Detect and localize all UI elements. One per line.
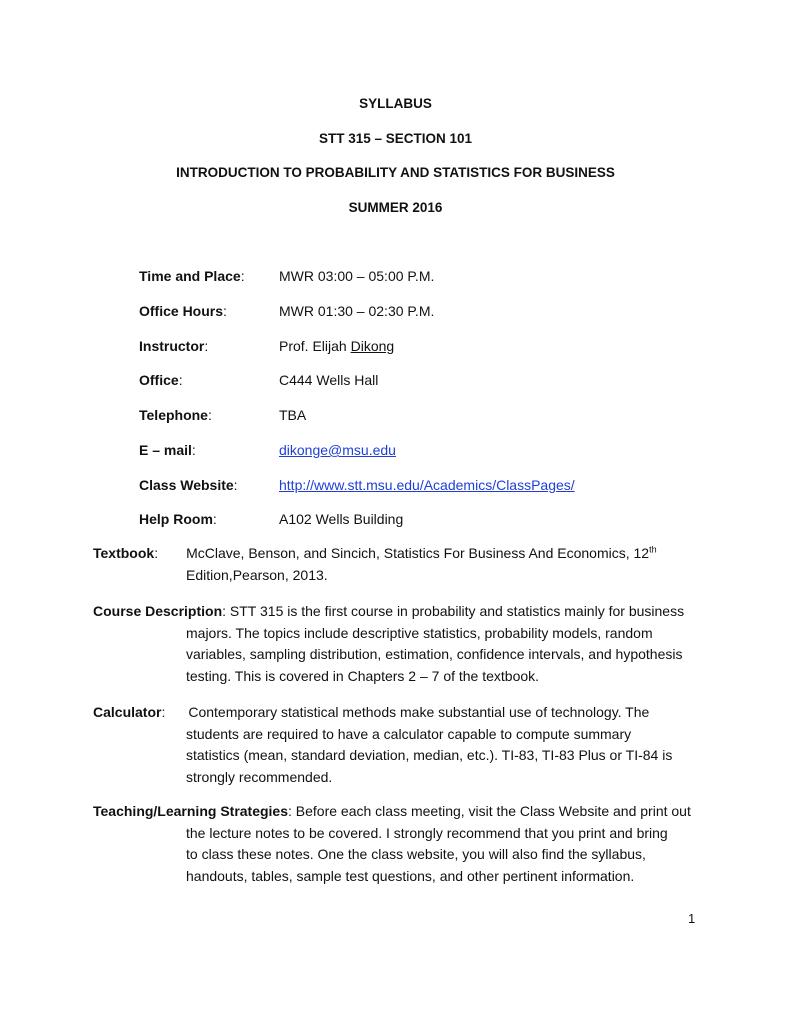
calculator-line-2: students are required to have a calculator capable to compute summary	[186, 725, 632, 742]
course-code-heading: STT 315 – SECTION 101	[318, 131, 473, 146]
office-label: Office:	[139, 372, 183, 388]
calculator-line-4: strongly recommended.	[186, 768, 333, 785]
course-description-line-1: : STT 315 is the first course in probability and statistics mainly for business	[222, 603, 685, 619]
teaching-strategies-line-1: : Before each class meeting, visit the Class Website and print out	[288, 803, 691, 819]
office-hours-value: MWR 01:30 – 02:30 P.M.	[279, 303, 435, 319]
term-heading: SUMMER 2016	[348, 200, 443, 215]
calculator-section: Calculator: Contemporary statistical methods make substantial use of technology. The students are required to have a calculator capable to compute summary statistics (mean, standard deviation, median, etc.). TI-83, TI-83 Plus or TI-84 is strongly recommended.	[93, 702, 703, 788]
help-room-label: Help Room:	[139, 511, 217, 527]
telephone-value: TBA	[279, 407, 307, 423]
teaching-strategies-label: Teaching/Learning Strategies	[93, 803, 289, 819]
office-hours-label: Office Hours:	[139, 303, 227, 319]
teaching-strategies-line-3: to class these notes. One the class website, you will also find the syllabus,	[186, 846, 646, 863]
course-title-heading: INTRODUCTION TO PROBABILITY AND STATISTICS FOR BUSINESS	[176, 165, 615, 180]
teaching-strategies-line-2: the lecture notes to be covered. I strongly recommend that you print and bring	[186, 824, 668, 841]
time-place-value: MWR 03:00 – 05:00 P.M.	[279, 268, 435, 284]
course-description-line-2: majors. The topics include descriptive statistics, probability models, random	[186, 624, 653, 641]
textbook-superscript: th	[649, 544, 657, 555]
textbook-section: Textbook: McClave, Benson, and Sincich, Statistics For Business And Economics, 12th Edition,Pearson, 2013.	[93, 543, 703, 586]
class-website-link[interactable]: http://www.stt.msu.edu/Academics/ClassPages/	[279, 477, 575, 493]
page-number: 1	[688, 911, 696, 926]
calculator-label: Calculator	[93, 704, 162, 720]
office-value: C444 Wells Hall	[279, 372, 379, 388]
syllabus-heading: SYLLABUS	[359, 96, 432, 111]
email-link[interactable]: dikonge@msu.edu	[279, 442, 396, 458]
course-description-line-3: variables, sampling distribution, estimation, confidence intervals, and hypothesis	[186, 646, 683, 663]
telephone-label: Telephone:	[139, 407, 212, 423]
teaching-strategies-line-4: handouts, tables, sample test questions, and other pertinent information.	[186, 867, 635, 884]
textbook-line-2: Edition,Pearson, 2013.	[186, 566, 328, 583]
help-room-value: A102 Wells Building	[279, 511, 404, 527]
course-description-section	[93, 601, 703, 687]
calculator-line-1: Contemporary statistical methods make substantial use of technology. The	[188, 704, 650, 720]
course-description-label: Course Description	[93, 603, 223, 619]
textbook-label: Textbook	[93, 545, 155, 561]
instructor-value: Prof. Elijah Dikong	[279, 338, 395, 354]
class-website-label: Class Website:	[139, 477, 238, 493]
email-label: E – mail:	[139, 442, 196, 458]
instructor-label: Instructor:	[139, 338, 209, 354]
course-description-line-4: testing. This is covered in Chapters 2 – 7 of the textbook.	[186, 667, 540, 684]
teaching-strategies-section	[93, 801, 703, 887]
textbook-line-1: McClave, Benson, and Sincich, Statistics For Business And Economics, 12	[186, 545, 650, 561]
instructor-surname: Dikong	[350, 338, 395, 354]
time-place-label: Time and Place:	[139, 268, 245, 284]
calculator-line-3: statistics (mean, standard deviation, median, etc.). TI-83, TI-83 Plus or TI-84 is	[186, 747, 673, 764]
